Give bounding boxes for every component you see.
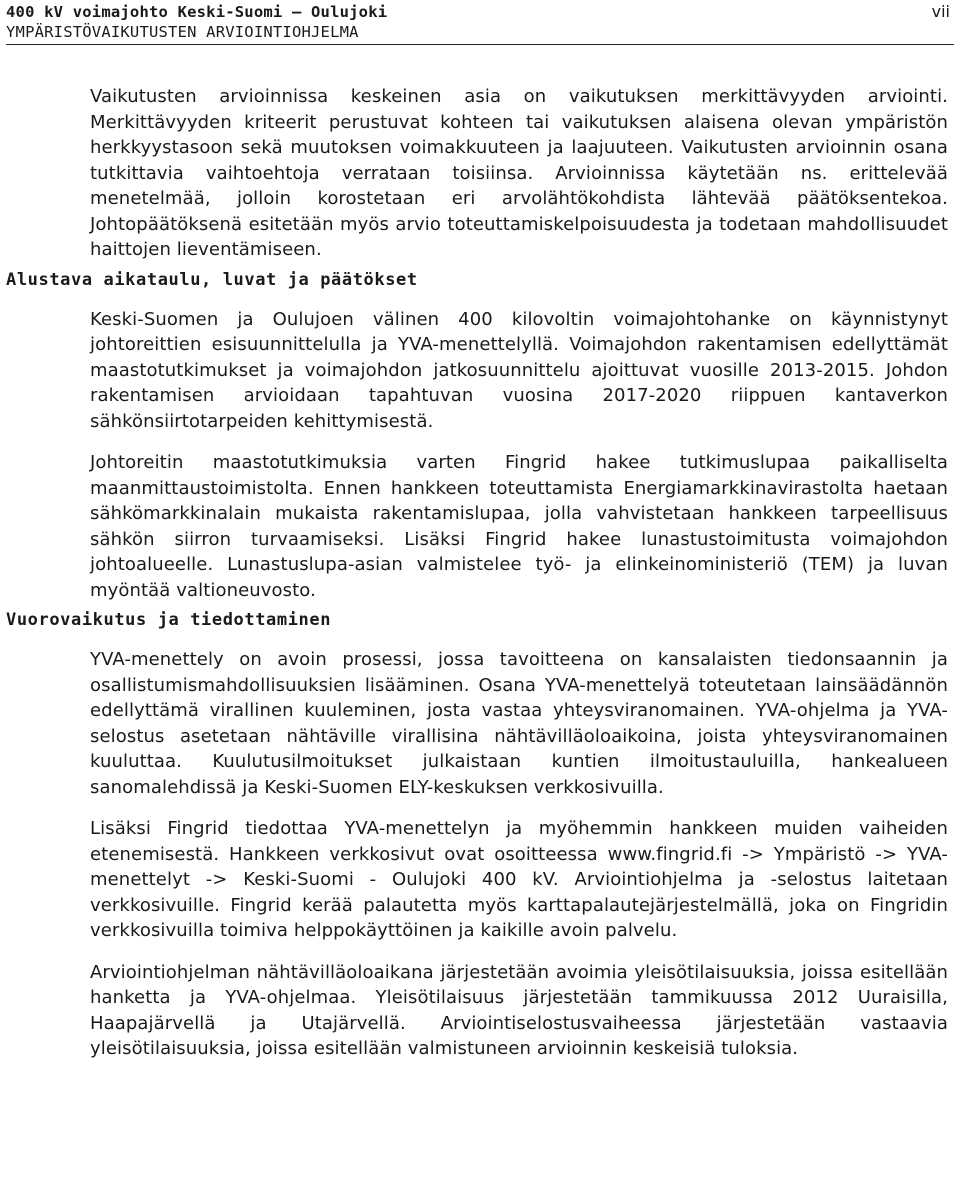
document-body xyxy=(0,84,960,1062)
section-heading-interaction: Vuorovaikutus ja tiedottaminen xyxy=(6,610,332,630)
page-header xyxy=(6,0,954,45)
schedule-paragraph-2: Johtoreitin maastotutkimuksia varten Fingrid hakee tutkimuslupaa paikalliselta maanmittaustoimistolta. Ennen hankkeen toteuttamista Energiamarkkinavirastolta haetaan sähkömarkkinalain mukaista rakentamislupaa, jolla vahvistetaan hankkeen tarpeellisuus sähkön siirron turvaamiseksi. Lisäksi Fingrid hakee lunastustoimitusta voimajohdon johtoalueelle. Lunastuslupa-asian valmistelee työ- ja elinkeinoministeriö (TEM) ja luvan myöntää valtioneuvosto. xyxy=(90,452,948,601)
section-heading-schedule: Alustava aikataulu, luvat ja päätökset xyxy=(6,269,418,290)
intro-paragraph: Vaikutusten arvioinnissa keskeinen asia on vaikutuksen merkittävyyden arviointi. Merkittävyyden kriteerit perustuvat kohteen tai vaikutuksen alaisena olevan ympäristön herkkyystasoon sekä muutoksen voimakkuuteen ja laajuuteen. Vaikutusten arvioinnin osana tutkittavia vaihtoehtoja verrataan toisiinsa. Arvioinnissa käytetään ns. erittelevää menetelmää, jolloin korostetaan eri arvolähtökohdista lähtevää päätöksentekoa. Johtopäätöksenä esitetään myös arvio toteuttamiskelpoisuudesta ja todetaan mahdollisuudet haittojen lieventämiseen. xyxy=(90,86,948,260)
interaction-paragraph-2: Lisäksi Fingrid tiedottaa YVA-menettelyn ja myöhemmin hankkeen muiden vaiheiden etenemisestä. Hankkeen verkkosivut ovat osoitteessa www.fingrid.fi -> Ympäristö -> YVA-menettelyt -> Keski-Suomi - Oulujoki 400 kV. Arviointiohjelma ja -selostus laitetaan verkkosivuille. Fingrid kerää palautetta myös karttapalautejärjestelmällä, joka on Fingridin verkkosivuilla toimiva helppokäyttöinen ja kaikille avoin palvelu. xyxy=(90,818,948,941)
page-number: vii xyxy=(931,2,950,21)
header-subtitle: YMPÄRISTÖVAIKUTUSTEN ARVIOINTIOHJELMA xyxy=(6,23,359,41)
header-title: 400 kV voimajohto Keski-Suomi – Oulujoki xyxy=(6,3,388,21)
interaction-paragraph-1: YVA-menettely on avoin prosessi, jossa tavoitteena on kansalaisten tiedonsaannin ja osallistumismahdollisuuksien lisääminen. Osana YVA-menettelyä toteutetaan lainsäädännön edellyttämä virallinen kuuleminen, josta vastaa yhteysviranomainen. YVA-ohjelma ja YVA-selostus asetetaan nähtäville virallisina nähtävilläoloaikoina, joista yhteysviranomainen kuuluttaa. Kuulutusilmoitukset julkaistaan kuntien ilmoitustauluilla, hankealueen sanomalehdissä ja Keski-Suomen ELY-keskuksen verkkosivuilla. xyxy=(90,649,948,798)
schedule-paragraph-1: Keski-Suomen ja Oulujoen välinen 400 kilovoltin voimajohtohanke on käynnistynyt johtoreittien esisuunnittelulla ja YVA-menettelyllä. Voimajohdon rakentamisen edellyttämät maastotutkimukset ja voimajohdon jatkosuunnittelu ajoittuvat vuosille 2013-2015. Johdon rakentamisen arvioidaan tapahtuvan vuosina 2017-2020 riippuen kantaverkon sähkönsiirtotarpeiden kehittymisestä. xyxy=(90,308,948,432)
interaction-paragraph-3: Arviointiohjelman nähtävilläoloaikana järjestetään avoimia yleisötilaisuuksia, joissa esitellään hanketta ja YVA-ohjelmaa. Yleisötilaisuus järjestetään tammikuussa 2012 Uuraisilla, Haapajärvellä ja Utajärvellä. Arviointiselostusvaiheessa järjestetään vastaavia yleisötilaisuuksia, joissa esitellään valmistuneen arvioinnin keskeisiä tuloksia. xyxy=(90,961,948,1059)
